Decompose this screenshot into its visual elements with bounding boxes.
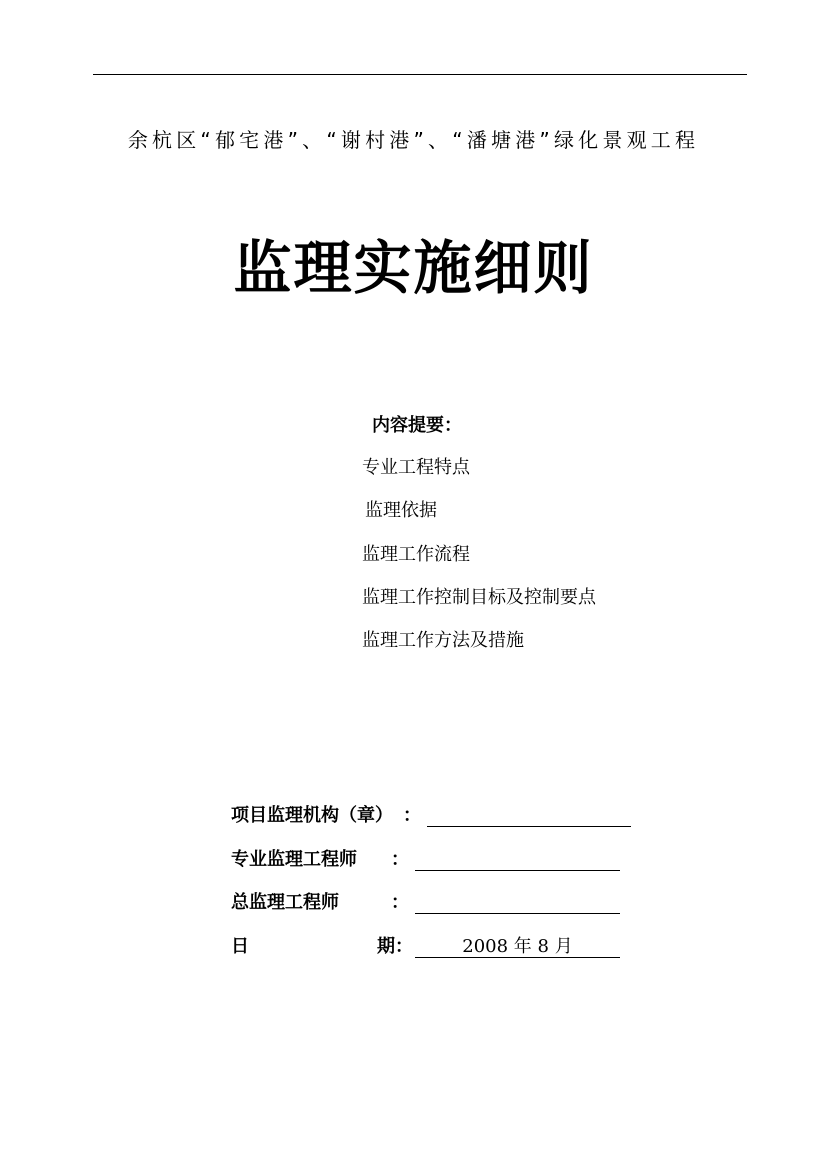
date-underline xyxy=(415,957,620,958)
document-title: 监理实施细则 xyxy=(233,234,594,302)
specialist-engineer-label: 专业监理工程师 xyxy=(231,848,357,870)
project-title: 余杭区“郁宅港”、“谢村港”、“潘塘港”绿化景观工程 xyxy=(127,128,700,152)
summary-item: 监理依据 xyxy=(365,500,437,522)
date-value: 2008 年 8 月 xyxy=(462,935,573,957)
summary-heading: 内容提要： xyxy=(372,415,462,436)
summary-list xyxy=(362,456,596,672)
chief-engineer-signature-line[interactable] xyxy=(415,913,620,914)
summary-item: 监理工作流程 xyxy=(362,543,470,565)
signature-row-specialist xyxy=(231,848,651,892)
signature-row-chief xyxy=(231,891,651,935)
specialist-engineer-colon: ： xyxy=(391,848,409,870)
signature-row-date xyxy=(231,935,651,979)
summary-item: 监理工作控制目标及控制要点 xyxy=(362,586,596,608)
chief-engineer-label: 总监理工程师 xyxy=(231,892,339,913)
chief-engineer-colon: ： xyxy=(391,892,409,913)
date-label-period: 期： xyxy=(377,935,413,957)
specialist-engineer-signature-line[interactable] xyxy=(415,870,620,871)
date-label-day: 日 xyxy=(231,935,249,957)
organization-label: 项目监理机构（章） xyxy=(231,805,393,826)
summary-item: 监理工作方法及措施 xyxy=(362,630,524,652)
signature-row-organization xyxy=(231,804,651,848)
signature-block xyxy=(231,804,651,978)
summary-item: 专业工程特点 xyxy=(362,457,470,478)
organization-signature-line[interactable] xyxy=(427,826,631,827)
organization-colon: ： xyxy=(403,805,421,826)
header-rule xyxy=(93,74,747,75)
